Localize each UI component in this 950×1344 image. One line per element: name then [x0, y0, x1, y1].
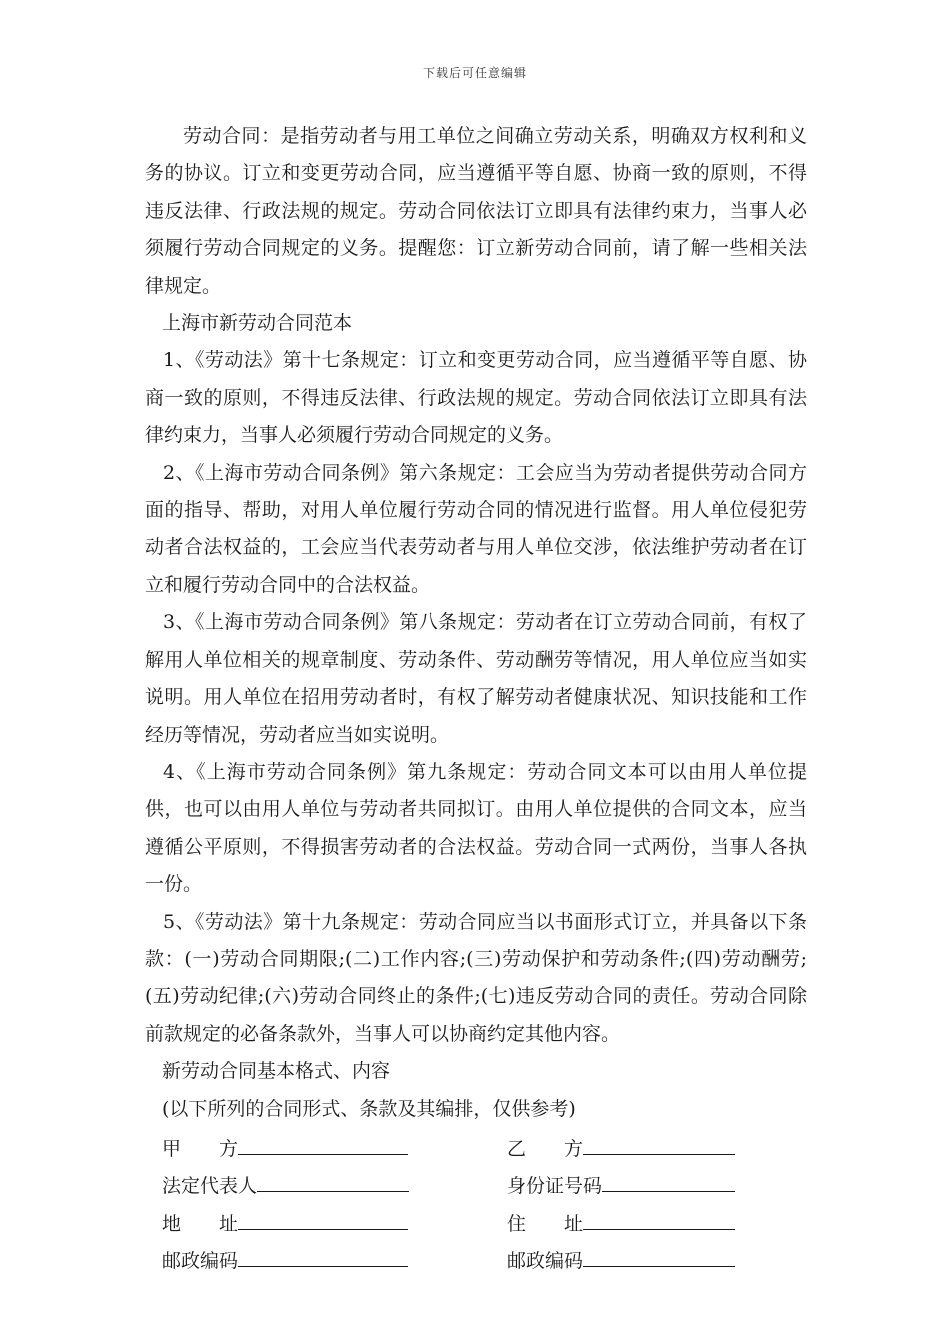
postcode-right-blank[interactable] [583, 1240, 735, 1267]
format-note: (以下所列的合同形式、条款及其编排，仅供参考) [162, 1097, 576, 1120]
clause-paragraph-5: 5、《劳动法》第十九条规定：劳动合同应当以书面形式订立，并具备以下条款：(一)劳动合同期限;(二)工作内容;(三)劳动保护和劳动条件;(四)劳动酬劳;(五)劳动纪律;(六)劳动合同终止的条件;(七)违反劳动合同的责任。劳动合同除前款规定的必备条款外，当事人可以协商约定其他内容。 [145, 910, 807, 1045]
page-header: 下载后可任意编辑 [422, 66, 527, 80]
residence-blank[interactable] [583, 1203, 735, 1230]
intro-paragraph: 劳动合同：是指劳动者与用工单位之间确立劳动关系，明确双方权利和义务的协议。订立和变更劳动合同，应当遵循平等自愿、协商一致的原则，不得违反法律、行政法规的规定。劳动合同依法订立即具有法律约束力，当事人必须履行劳动合同规定的义务。提醒您：订立新劳动合同前，请了解一些相关法律规定。 [145, 125, 807, 297]
format-title: 新劳动合同基本格式、内容 [162, 1060, 391, 1083]
form-row-parties [162, 1128, 807, 1165]
document-body [145, 118, 807, 1278]
address-label: 地 址 [162, 1212, 239, 1235]
clause-paragraph-1: 1、《劳动法》第十七条规定：订立和变更劳动合同，应当遵循平等自愿、协商一致的原则，不得违反法律、行政法规的规定。劳动合同依法订立即具有法律约束力，当事人必须履行劳动合同规定的义务。 [145, 349, 807, 447]
postcode-right-field[interactable] [507, 1240, 807, 1277]
legal-rep-field[interactable] [162, 1165, 507, 1202]
form-row-postcode [162, 1240, 807, 1277]
postcode-left-blank[interactable] [238, 1240, 408, 1267]
party-a-blank[interactable] [238, 1128, 408, 1155]
postcode-left-label: 邮政编码 [162, 1250, 239, 1273]
postcode-left-field[interactable] [162, 1240, 507, 1277]
legal-rep-label: 法定代表人 [162, 1175, 258, 1198]
legal-rep-blank[interactable] [257, 1165, 409, 1192]
party-b-blank[interactable] [583, 1128, 735, 1155]
party-b-label: 乙 方 [507, 1137, 584, 1160]
address-field[interactable] [162, 1203, 507, 1240]
party-a-field[interactable] [162, 1128, 507, 1165]
id-number-label: 身份证号码 [507, 1175, 603, 1198]
clause-paragraph-2: 2、《上海市劳动合同条例》第六条规定：工会应当为劳动者提供劳动合同方面的指导、帮助，对用人单位履行劳动合同的情况进行监督。用人单位侵犯劳动者合法权益的，工会应当代表劳动者与用人单位交涉，依法维护劳动者在订立和履行劳动合同中的合法权益。 [145, 461, 807, 596]
postcode-right-label: 邮政编码 [507, 1250, 584, 1273]
party-a-label: 甲 方 [162, 1137, 239, 1160]
party-b-field[interactable] [507, 1128, 807, 1165]
address-blank[interactable] [238, 1203, 408, 1230]
form-row-identity [162, 1165, 807, 1202]
residence-label: 住 址 [507, 1212, 584, 1235]
id-number-field[interactable] [507, 1165, 807, 1202]
form-row-address [162, 1203, 807, 1240]
document-subtitle: 上海市新劳动合同范本 [162, 312, 353, 335]
residence-field[interactable] [507, 1203, 807, 1240]
contract-party-form [145, 1128, 807, 1278]
id-number-blank[interactable] [602, 1165, 735, 1192]
clause-paragraph-4: 4、《上海市劳动合同条例》第九条规定：劳动合同文本可以由用人单位提供，也可以由用人单位与劳动者共同拟订。由用人单位提供的合同文本，应当遵循公平原则，不得损害劳动者的合法权益。劳动合同一式两份，当事人各执一份。 [145, 760, 807, 896]
clause-paragraph-3: 3、《上海市劳动合同条例》第八条规定：劳动者在订立劳动合同前，有权了解用人单位相关的规章制度、劳动条件、劳动酬劳等情况，用人单位应当如实说明。用人单位在招用劳动者时，有权了解劳动者健康状况、知识技能和工作经历等情况，劳动者应当如实说明。 [145, 611, 807, 746]
